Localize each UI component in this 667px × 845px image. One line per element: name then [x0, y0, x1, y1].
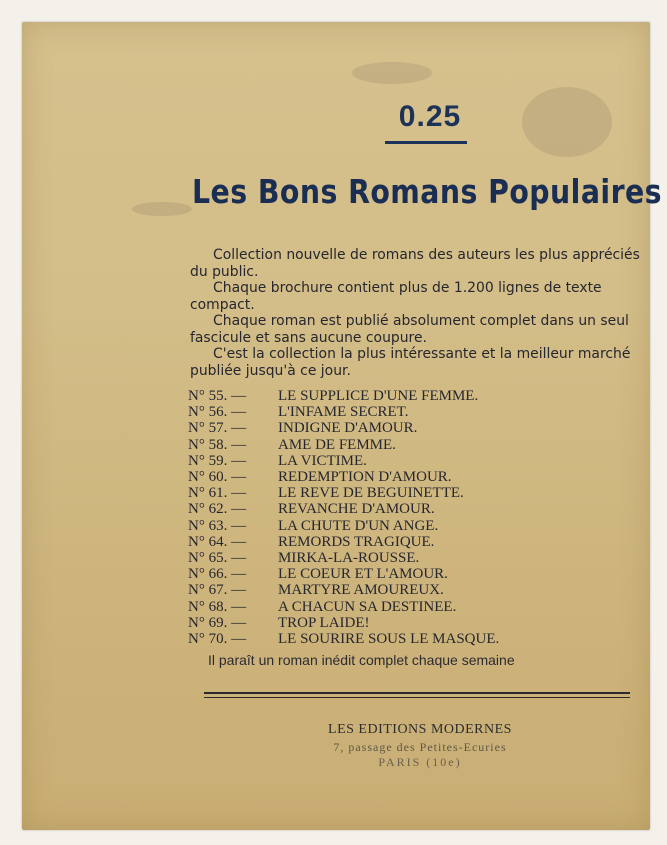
intro-paragraph: Chaque roman est publié absolument complet dans un seul fascicule et sans aucune coupure.: [190, 313, 629, 346]
list-item: [188, 388, 608, 404]
list-item: [188, 469, 608, 485]
list-item: [188, 420, 608, 436]
publisher-name: LES EDITIONS MODERNES: [328, 722, 512, 737]
price: 0.25: [398, 100, 462, 133]
issue-number: N° 58. —: [188, 436, 247, 453]
novel-title: MARTYRE AMOUREUX.: [278, 582, 444, 599]
novel-title: L'INFAME SECRET.: [278, 404, 409, 421]
novel-title: LE COEUR ET L'AMOUR.: [278, 566, 448, 583]
novel-title: LE SUPPLICE D'UNE FEMME.: [278, 388, 479, 404]
list-item: [188, 501, 608, 517]
issue-number: N° 55. —: [188, 388, 247, 404]
issue-number: N° 61. —: [188, 485, 247, 502]
intro-paragraph: Collection nouvelle de romans des auteurs les plus appréciés du public.: [190, 247, 640, 280]
novel-title: A CHACUN SA DESTINEE.: [278, 598, 457, 615]
ink-smudge: [352, 62, 432, 84]
list-item: [188, 437, 608, 453]
list-item: [188, 453, 608, 469]
divider-rule: [204, 692, 630, 694]
novel-title: LE REVE DE BEGUINETTE.: [278, 485, 464, 502]
intro-text: [190, 247, 641, 379]
list-item: [188, 582, 608, 598]
list-item: [188, 599, 608, 615]
novel-title: INDIGNE D'AMOUR.: [278, 420, 418, 437]
issue-number: N° 63. —: [188, 517, 247, 534]
list-item: [188, 534, 608, 550]
tagline: Il paraît un roman inédit complet chaque semaine: [208, 652, 515, 668]
intro-paragraph: C'est la collection la plus intéressante et la meilleur marché publiée jusqu'à ce jour.: [190, 346, 631, 379]
publisher-city: PARIS (10e): [378, 755, 462, 769]
divider-rule: [204, 697, 630, 698]
novel-title: REVANCHE D'AMOUR.: [278, 501, 435, 518]
issue-number: N° 57. —: [188, 420, 247, 437]
issue-number: N° 56. —: [188, 404, 247, 421]
list-item: [188, 404, 608, 420]
novel-title: TROP LAIDE!: [278, 614, 370, 631]
novel-title: REMORDS TRAGIQUE.: [278, 533, 435, 550]
ink-smudge: [132, 202, 192, 216]
ink-smudge: [522, 87, 612, 157]
novel-title: LA CHUTE D'UN ANGE.: [278, 517, 439, 534]
page-title: Les Bons Romans Populaires: [192, 172, 663, 211]
issue-number: N° 60. —: [188, 469, 247, 486]
list-item: [188, 550, 608, 566]
issue-number: N° 62. —: [188, 501, 247, 518]
issue-number: N° 67. —: [188, 582, 247, 599]
title-list: [188, 388, 608, 647]
list-item: [188, 485, 608, 501]
novel-title: MIRKA-LA-ROUSSE.: [278, 550, 420, 567]
novel-title: LA VICTIME.: [278, 452, 367, 469]
list-item: [188, 631, 608, 647]
issue-number: N° 64. —: [188, 533, 247, 550]
list-item: [188, 566, 608, 582]
intro-paragraph: Chaque brochure contient plus de 1.200 lignes de texte compact.: [190, 280, 602, 313]
list-item: [188, 615, 608, 631]
issue-number: N° 65. —: [188, 550, 247, 567]
issue-number: N° 66. —: [188, 566, 247, 583]
novel-title: REDEMPTION D'AMOUR.: [278, 469, 452, 486]
issue-number: N° 59. —: [188, 452, 247, 469]
issue-number: N° 68. —: [188, 598, 247, 615]
novel-title: AME DE FEMME.: [278, 436, 396, 453]
issue-number: N° 70. —: [188, 631, 247, 648]
list-item: [188, 518, 608, 534]
publisher-address: 7, passage des Petites-Ecuries: [333, 740, 507, 754]
price-underline: [385, 141, 467, 144]
issue-number: N° 69. —: [188, 614, 247, 631]
novel-title: LE SOURIRE SOUS LE MASQUE.: [278, 631, 500, 648]
